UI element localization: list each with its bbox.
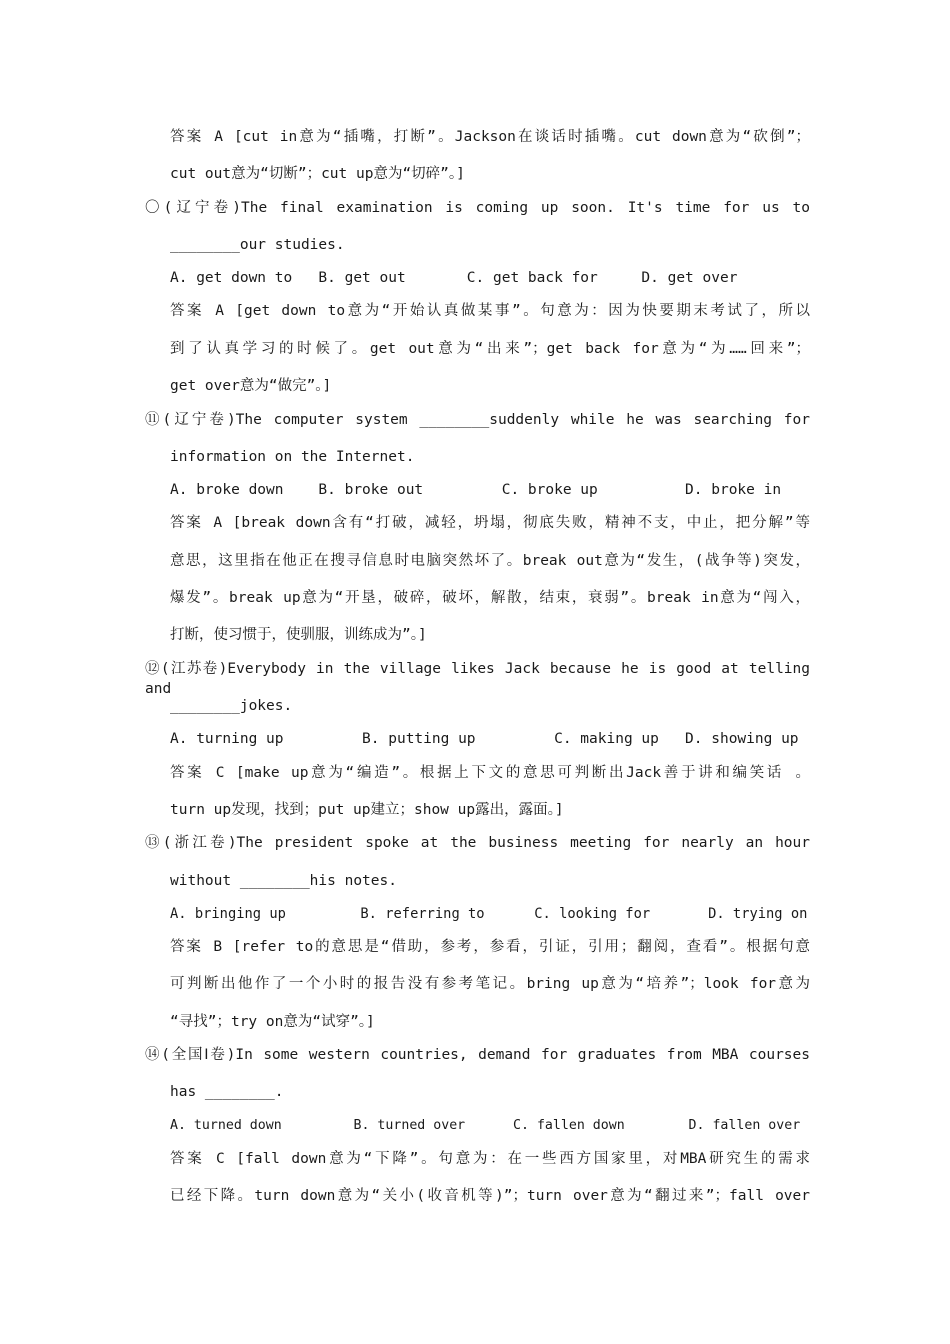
options-line: A. turning up B. putting up C. making up D. showing up <box>170 731 799 747</box>
answer-line: cut out意为“切断”；cut up意为“切碎”。] <box>170 166 465 182</box>
question-continuation: has ________. <box>170 1084 284 1100</box>
answer-line: “寻找”；try on意为“试穿”。] <box>170 1014 375 1030</box>
options-line: A. bringing up B. referring to C. looking for D. trying on <box>170 906 808 922</box>
answer-line: 答案 C [make up意为“编造”。根据上下文的意思可判断出Jack善于讲和编笑话 。 <box>170 765 810 781</box>
answer-line: get over意为“做完”。] <box>170 378 332 394</box>
question-line: ⑬(浙江卷)The president spoke at the business meeting for nearly an hour <box>145 835 810 851</box>
question-line: ⑪(辽宁卷)The computer system ________suddenly while he was searching for <box>145 412 810 428</box>
answer-line: 答案 C [fall down意为“下降”。句意为：在一些西方国家里，对MBA研究生的需求 <box>170 1151 810 1167</box>
question-continuation: ________jokes. <box>170 698 293 714</box>
answer-line: 答案 A [cut in意为“插嘴，打断”。Jackson在谈话时插嘴。cut down意为“砍倒”； <box>170 129 810 145</box>
question-continuation: information on the Internet. <box>170 449 415 465</box>
question-continuation: without ________his notes. <box>170 873 397 889</box>
options-line: A. get down to B. get out C. get back for D. get over <box>170 270 738 286</box>
answer-line: 可判断出他作了一个小时的报告没有参考笔记。bring up意为“培养”；look for意为 <box>170 976 810 992</box>
question-line: 〇(辽宁卷)The final examination is coming up soon. It's time for us to <box>145 200 810 216</box>
answer-line: 已经下降。turn down意为“关小(收音机等)”；turn over意为“翻过来”；fall over <box>170 1188 810 1204</box>
answer-line: turn up发现，找到；put up建立；show up露出，露面。] <box>170 802 564 818</box>
answer-line: 爆发”。break up意为“开垦，破碎，破坏，解散，结束，衰弱”。break in意为“闯入， <box>170 590 810 606</box>
question-line: ⑫(江苏卷)Everybody in the village likes Jack because he is good at telling and <box>145 661 810 697</box>
options-line: A. turned down B. turned over C. fallen down D. fallen over <box>170 1118 801 1133</box>
question-continuation: ________our studies. <box>170 237 345 253</box>
question-line: ⑭(全国Ⅰ卷)In some western countries, demand for graduates from MBA courses <box>145 1047 810 1063</box>
answer-line: 打断，使习惯于，使驯服，训练成为”。] <box>170 627 427 643</box>
answer-line: 到了认真学习的时候了。get out意为“出来”；get back for意为“为……回来”； <box>170 341 810 357</box>
answer-line: 答案 B [refer to的意思是“借助，参考，参看，引证，引用；翻阅，查看”。根据句意 <box>170 939 810 955</box>
answer-line: 答案 A [break down含有“打破，减轻，坍塌，彻底失败，精神不支，中止，把分解”等 <box>170 515 810 531</box>
answer-line: 答案 A [get down to意为“开始认真做某事”。句意为：因为快要期末考试了，所以 <box>170 303 810 319</box>
options-line: A. broke down B. broke out C. broke up D. broke in <box>170 482 782 498</box>
answer-line: 意思，这里指在他正在搜寻信息时电脑突然坏了。break out意为“发生，(战争等)突发， <box>170 553 810 569</box>
